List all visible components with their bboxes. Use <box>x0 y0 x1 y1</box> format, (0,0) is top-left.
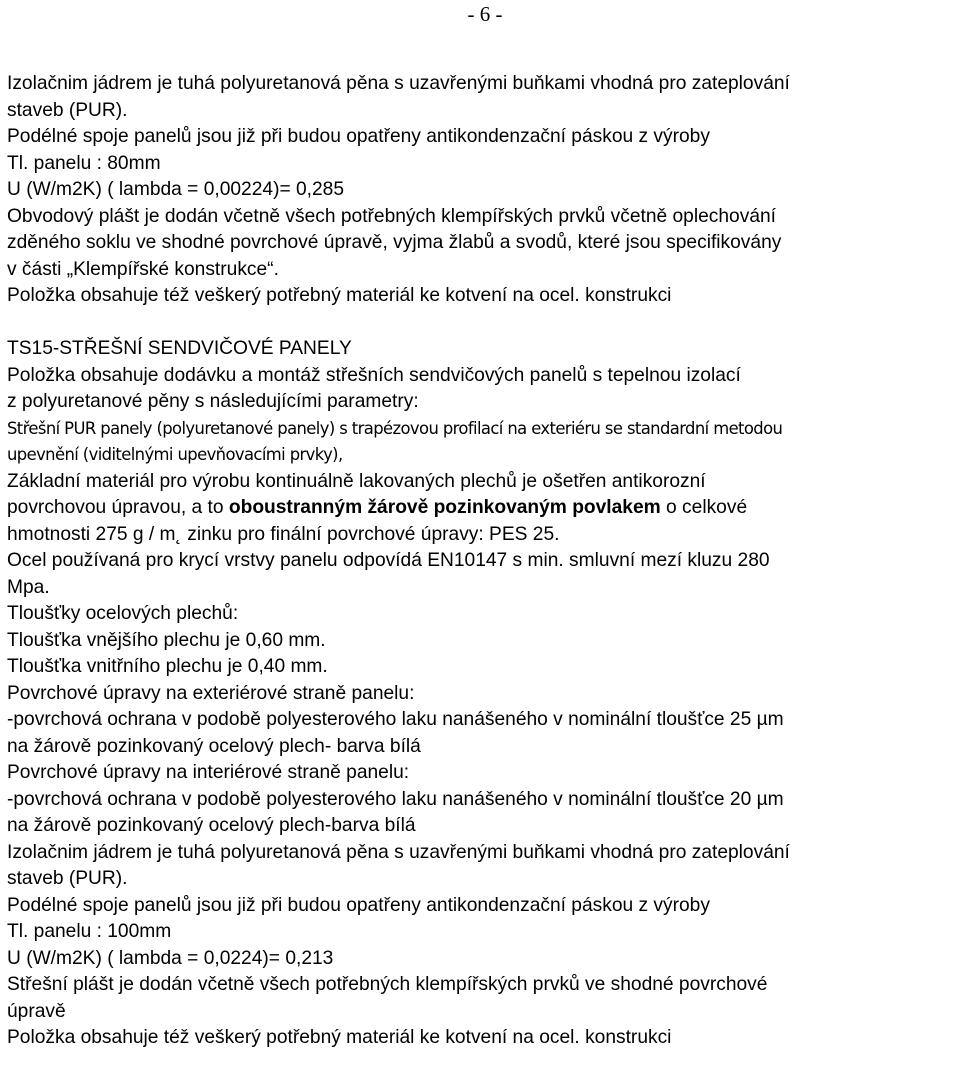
text-line: Podélné spoje panelů jsou již při budou opatřeny antikondenzační páskou z výroby <box>7 126 710 147</box>
text-line: Povrchové úpravy na exteriérové straně panelu: <box>7 682 415 704</box>
text-line: Obvodový plášt je dodán včetně všech potřebných klempířských prvků včetně oplechování <box>7 205 776 227</box>
section-heading: TS15-STŘEŠNÍ SENDVIČOVÉ PANELY <box>7 338 352 359</box>
text-line-narrow: Střešní PUR panely (polyuretanové panely) s trapézovou profilací na exteriéru se standardní metodou <box>7 418 783 438</box>
text-line: staveb (PUR). <box>7 868 128 889</box>
text-line-with-bold <box>7 495 955 522</box>
text-line: hmotnosti 275 g / m˛ zinku pro finální povrchové úpravy: PES 25. <box>7 523 560 545</box>
text-line: Tloušťka vnitřního plechu je 0,40 mm. <box>7 656 328 677</box>
text-line: z polyuretanové pěny s následujícími parametry: <box>7 391 419 412</box>
text-fragment: povrchovou úpravou, a to <box>7 497 229 518</box>
text-fragment: o celkové <box>660 497 748 518</box>
text-line: Základní materiál pro výrobu kontinuálně lakovaných plechů je ošetřen antikorozní <box>7 470 706 492</box>
paragraph-gap <box>7 310 955 337</box>
text-line: staveb (PUR). <box>7 99 128 121</box>
text-line: Izolačnim jádrem je tuhá polyuretanová pěna s uzavřenými buňkami vhodná pro zateplování <box>7 73 790 94</box>
page-number: - 6 - <box>467 2 503 26</box>
text-line: U (W/m2K) ( lambda = 0,00224)= 0,285 <box>7 179 345 200</box>
text-line: zděného soklu ve shodné povrchové úpravě, vyjma žlabů a svodů, které jsou specifikovány <box>7 232 782 253</box>
text-line-narrow: upevnění (viditelnými upevňovacími prvky), <box>7 445 343 464</box>
text-line: na žárově pozinkovaný ocelový plech- barva bílá <box>7 735 421 757</box>
text-line: Povrchové úpravy na interiérové straně panelu: <box>7 762 410 783</box>
text-line: na žárově pozinkovaný ocelový plech-barva bílá <box>7 815 416 836</box>
text-line: Tloušťka vnějšího plechu je 0,60 mm. <box>7 629 326 651</box>
text-line: Mpa. <box>7 576 50 598</box>
text-line: úpravě <box>7 1000 66 1022</box>
text-line: Podélné spoje panelů jsou již při budou opatřeny antikondenzační páskou z výroby <box>7 894 710 916</box>
text-line: Tl. panelu : 100mm <box>7 921 172 942</box>
text-line: Střešní plášt je dodán včetně všech potřebných klempířských prvků ve shodné povrchové <box>7 974 768 995</box>
bold-text-fragment: oboustranným žárově pozinkovaným povlakem <box>228 497 661 518</box>
text-line: Položka obsahuje též veškerý potřebný materiál ke kotvení na ocel. konstrukci <box>7 1027 672 1048</box>
document-body <box>7 71 955 1052</box>
text-line: Položka obsahuje dodávku a montáž střešních sendvičových panelů s tepelnou izolací <box>7 364 741 386</box>
text-line: Ocel používaná pro krycí vrstvy panelu odpovídá EN10147 s min. smluvní mezí kluzu 280 <box>7 550 770 571</box>
text-line: -povrchová ochrana v podobě polyesterového laku nanášeného v nominální tloušťce 25 µm <box>7 709 784 730</box>
text-line: v části „Klempířské konstrukce“. <box>7 258 279 280</box>
text-line: Tloušťky ocelových plechů: <box>7 603 239 624</box>
text-line: Izolačnim jádrem je tuhá polyuretanová pěna s uzavřenými buňkami vhodná pro zateplování <box>7 841 790 863</box>
text-line: -povrchová ochrana v podobě polyesterového laku nanášeného v nominální tloušťce 20 µm <box>7 788 784 810</box>
text-line: Tl. panelu : 80mm <box>7 152 161 174</box>
text-line: U (W/m2K) ( lambda = 0,0224)= 0,213 <box>7 947 334 969</box>
text-line: Položka obsahuje též veškerý potřebný materiál ke kotvení na ocel. konstrukci <box>7 285 672 306</box>
